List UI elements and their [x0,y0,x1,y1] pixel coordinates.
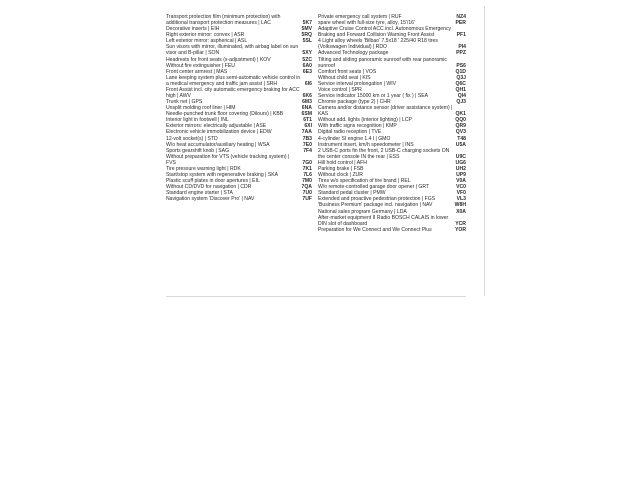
option-code: 5SL [302,38,312,45]
option-code: YOR [454,226,466,233]
option-row [318,215,466,227]
option-description: Electronic vehicle immobilization device | EDW [166,129,272,136]
option-description: Without fire extinguisher | FEU [166,62,235,69]
option-description: Extended and proactive pedestrian protection | FGS [318,196,436,203]
option-code: 7E0 [302,141,312,148]
option-description: Transport protection film (minimum protection) with additional transport protection measures | LAC [166,14,281,27]
option-description: Digital radio reception | TVE [318,129,382,136]
option-list-right [318,14,466,233]
option-code: QQ0 [455,117,466,124]
option-description: Headrests for front seats (x-adjustment) | KOV [166,56,271,63]
option-code: 6SM [301,111,312,118]
option-description: Service indicator 15000 km or 1 year ( fix ) | SEA [318,93,429,100]
option-description: 'Business Premium' package incl. navigation | NAV [318,202,433,209]
option-description: Unsplit molding roof liner | HIM [166,105,236,112]
option-code: YCR [455,220,466,227]
option-code: UH2 [455,165,466,172]
option-row [318,148,466,160]
option-description: Front Assist incl. city automatic emergency braking for ACC high | AWV [166,86,300,100]
vertical-divider [484,6,485,296]
option-row [318,57,466,69]
option-description: Interior light in footwell | INL [166,117,229,124]
option-description: W/o remote-controlled garage door opener | GRT [318,184,430,191]
option-row [166,44,312,56]
option-code: QK1 [455,111,466,118]
option-code: 7AA [301,129,312,136]
option-description: Camera and/or distance sensor (driver assistance system) | KAS [318,105,453,118]
option-description: Standard engine starter | STA [166,190,233,197]
option-code: VF0 [456,190,466,197]
option-code: 6T1 [303,117,312,124]
option-description: Sports gearshift knob | SAG [166,147,230,154]
option-code: NZ4 [456,14,466,20]
option-description: Instrument insert, km/h speedometer | INS [318,141,414,148]
option-code: 5ZC [302,56,312,63]
option-description: Tires w/o specification of tire brand | REL [318,178,411,185]
option-row [318,26,466,38]
option-description: 4 Light alloy wheels 'Bilbao' 7,5x18 ' 225/40 R18 tires (Volkswagen Individual) | RDO [318,38,438,51]
option-description: Parking brake | FSB [318,165,364,172]
option-description: Without clock | ZUR [318,172,363,179]
option-row [166,75,312,87]
option-code: 7G0 [302,159,312,166]
option-code: 6K6 [302,93,312,100]
option-description: Service interval prolongation | WIV [318,80,397,87]
option-code: 6A0 [302,62,312,69]
option-code: PPZ [456,50,466,57]
option-description: Decorative inserts | EIH [166,26,220,33]
option-description: Standard pedal cluster | PMW [318,190,386,197]
option-code: 7M0 [302,178,312,185]
option-description: Navigation system 'Discover Pro' | NAV [166,196,255,203]
option-description: Voice control | SPR [318,86,362,93]
option-code: Q1D [455,68,466,75]
option-row [166,154,312,166]
option-code: QR9 [455,123,466,130]
option-code: 6NA [301,105,312,112]
option-row [166,14,312,26]
option-description: Adaptive Cruise Control ACC incl. Autonomous Emergency Braking and Forward Collision Warning Front Assist [318,26,452,39]
option-code: 7L6 [303,172,312,179]
option-description: Left exterior mirror: aspherical | ASL [166,38,248,45]
option-description: Comfort front seats | VOS [318,68,377,75]
option-description: Preparation for We Connect and We Connect Plus [318,226,432,233]
option-description: National sales program Germany | LDA [318,208,407,215]
option-code: X0A [456,208,466,215]
option-code: U5A [455,141,466,148]
option-description: Without child seat | KIS [318,74,371,81]
option-code: V0A [456,178,466,185]
option-code: UG6 [455,159,466,166]
option-code: VC0 [456,184,466,191]
option-code: 5XY [302,50,312,57]
option-description: Without preparation for VTS (vehicle tracking system) | FVS [166,153,290,166]
option-description: Tire pressure warning light | RDK [166,165,241,172]
option-description: Start/stop system with regenerative braking | SKA [166,172,279,179]
option-description: Without CD/DVD for navigation | CDR [166,184,252,191]
option-description: 4-cylinder SI engine 1.4 l | GMO [318,135,391,142]
option-description: Private emergency call system | RUF [318,14,402,20]
option-description: W/o heat accumulator/auxiliary heating | WSA [166,141,270,148]
option-code: Q3J [456,74,466,81]
option-description: Front center armrest | MAS [166,68,228,75]
option-code: 5RQ [301,32,312,39]
option-list-left [166,14,312,202]
option-code: PS6 [456,62,466,69]
option-description: Without add. lights (interior lighting) | LCP [318,117,412,124]
option-code: PI4 [458,44,466,51]
option-code: 7K1 [302,165,312,172]
option-code: Q6C [455,80,466,87]
option-code: QJ3 [456,99,466,106]
option-description: Chrome package (type 2) | CHR [318,99,391,106]
option-code: QI4 [457,93,466,100]
option-code: 7QA [301,184,312,191]
option-code: PER [455,20,466,27]
option-code: 5K7 [302,20,312,27]
option-code: 7U0 [302,190,312,197]
option-row [166,87,312,99]
option-code: 7B3 [302,135,312,142]
option-description: Plastic scuff plates in door apertures | EIL [166,178,260,185]
option-description: Right exterior mirror: convex | ASR [166,32,245,39]
option-description: Needle-punched trunk floor covering (Dilours) | KBB [166,111,284,118]
option-description: Advanced Technology package [318,50,389,57]
option-code: 6XI [304,123,312,130]
option-code: QV3 [455,129,466,136]
option-code: U9C [455,153,466,160]
option-row [318,105,466,117]
option-code: 7UF [302,196,312,203]
option-description: Trunk net | GPS [166,99,203,106]
option-row [166,196,312,202]
option-description: After-market equipment II Radio BOSCH CALAIS in lower DIN slot of dashboard [318,214,449,227]
option-row [318,38,466,50]
option-row [318,227,466,233]
horizontal-divider [166,296,466,297]
option-code: 6I6 [304,80,312,87]
option-code: PF1 [456,32,466,39]
option-description: 12-volt socket(s) | STD [166,135,218,142]
option-code: VL3 [456,196,466,203]
option-code: W8H [454,202,466,209]
option-description: Hill hold control | AFH [318,159,367,166]
option-description: Exterior mirrors: electrically adjustable | ASE [166,123,267,130]
option-description: Lane keeping system plus semi-automatic vehicle control in a medical emergency and traffic jam assist | SRH [166,74,301,87]
option-description: Tilting and sliding panoramic sunroof with rear panoramic sunroof [318,56,447,69]
option-code: 6M3 [302,99,312,106]
option-code: UP9 [456,172,466,179]
option-code: 7F4 [303,147,312,154]
option-description: 2 USB-C ports fin the front, 2 USB-C charging sockets ON the center console IN the rear | ESS [318,147,450,160]
option-description: Sun visors with mirror, illuminated, with airbag label on sun visor and B-pillar | SON [166,44,299,57]
option-description: With traffic signs recognition | KMP [318,123,397,130]
option-code: T48 [457,135,466,142]
option-code: 6E3 [302,68,312,75]
option-description: spare wheel with full-size tyre, alloy, 15'/16' [318,20,415,27]
option-code: 5MV [301,26,312,33]
option-code: QH1 [455,86,466,93]
